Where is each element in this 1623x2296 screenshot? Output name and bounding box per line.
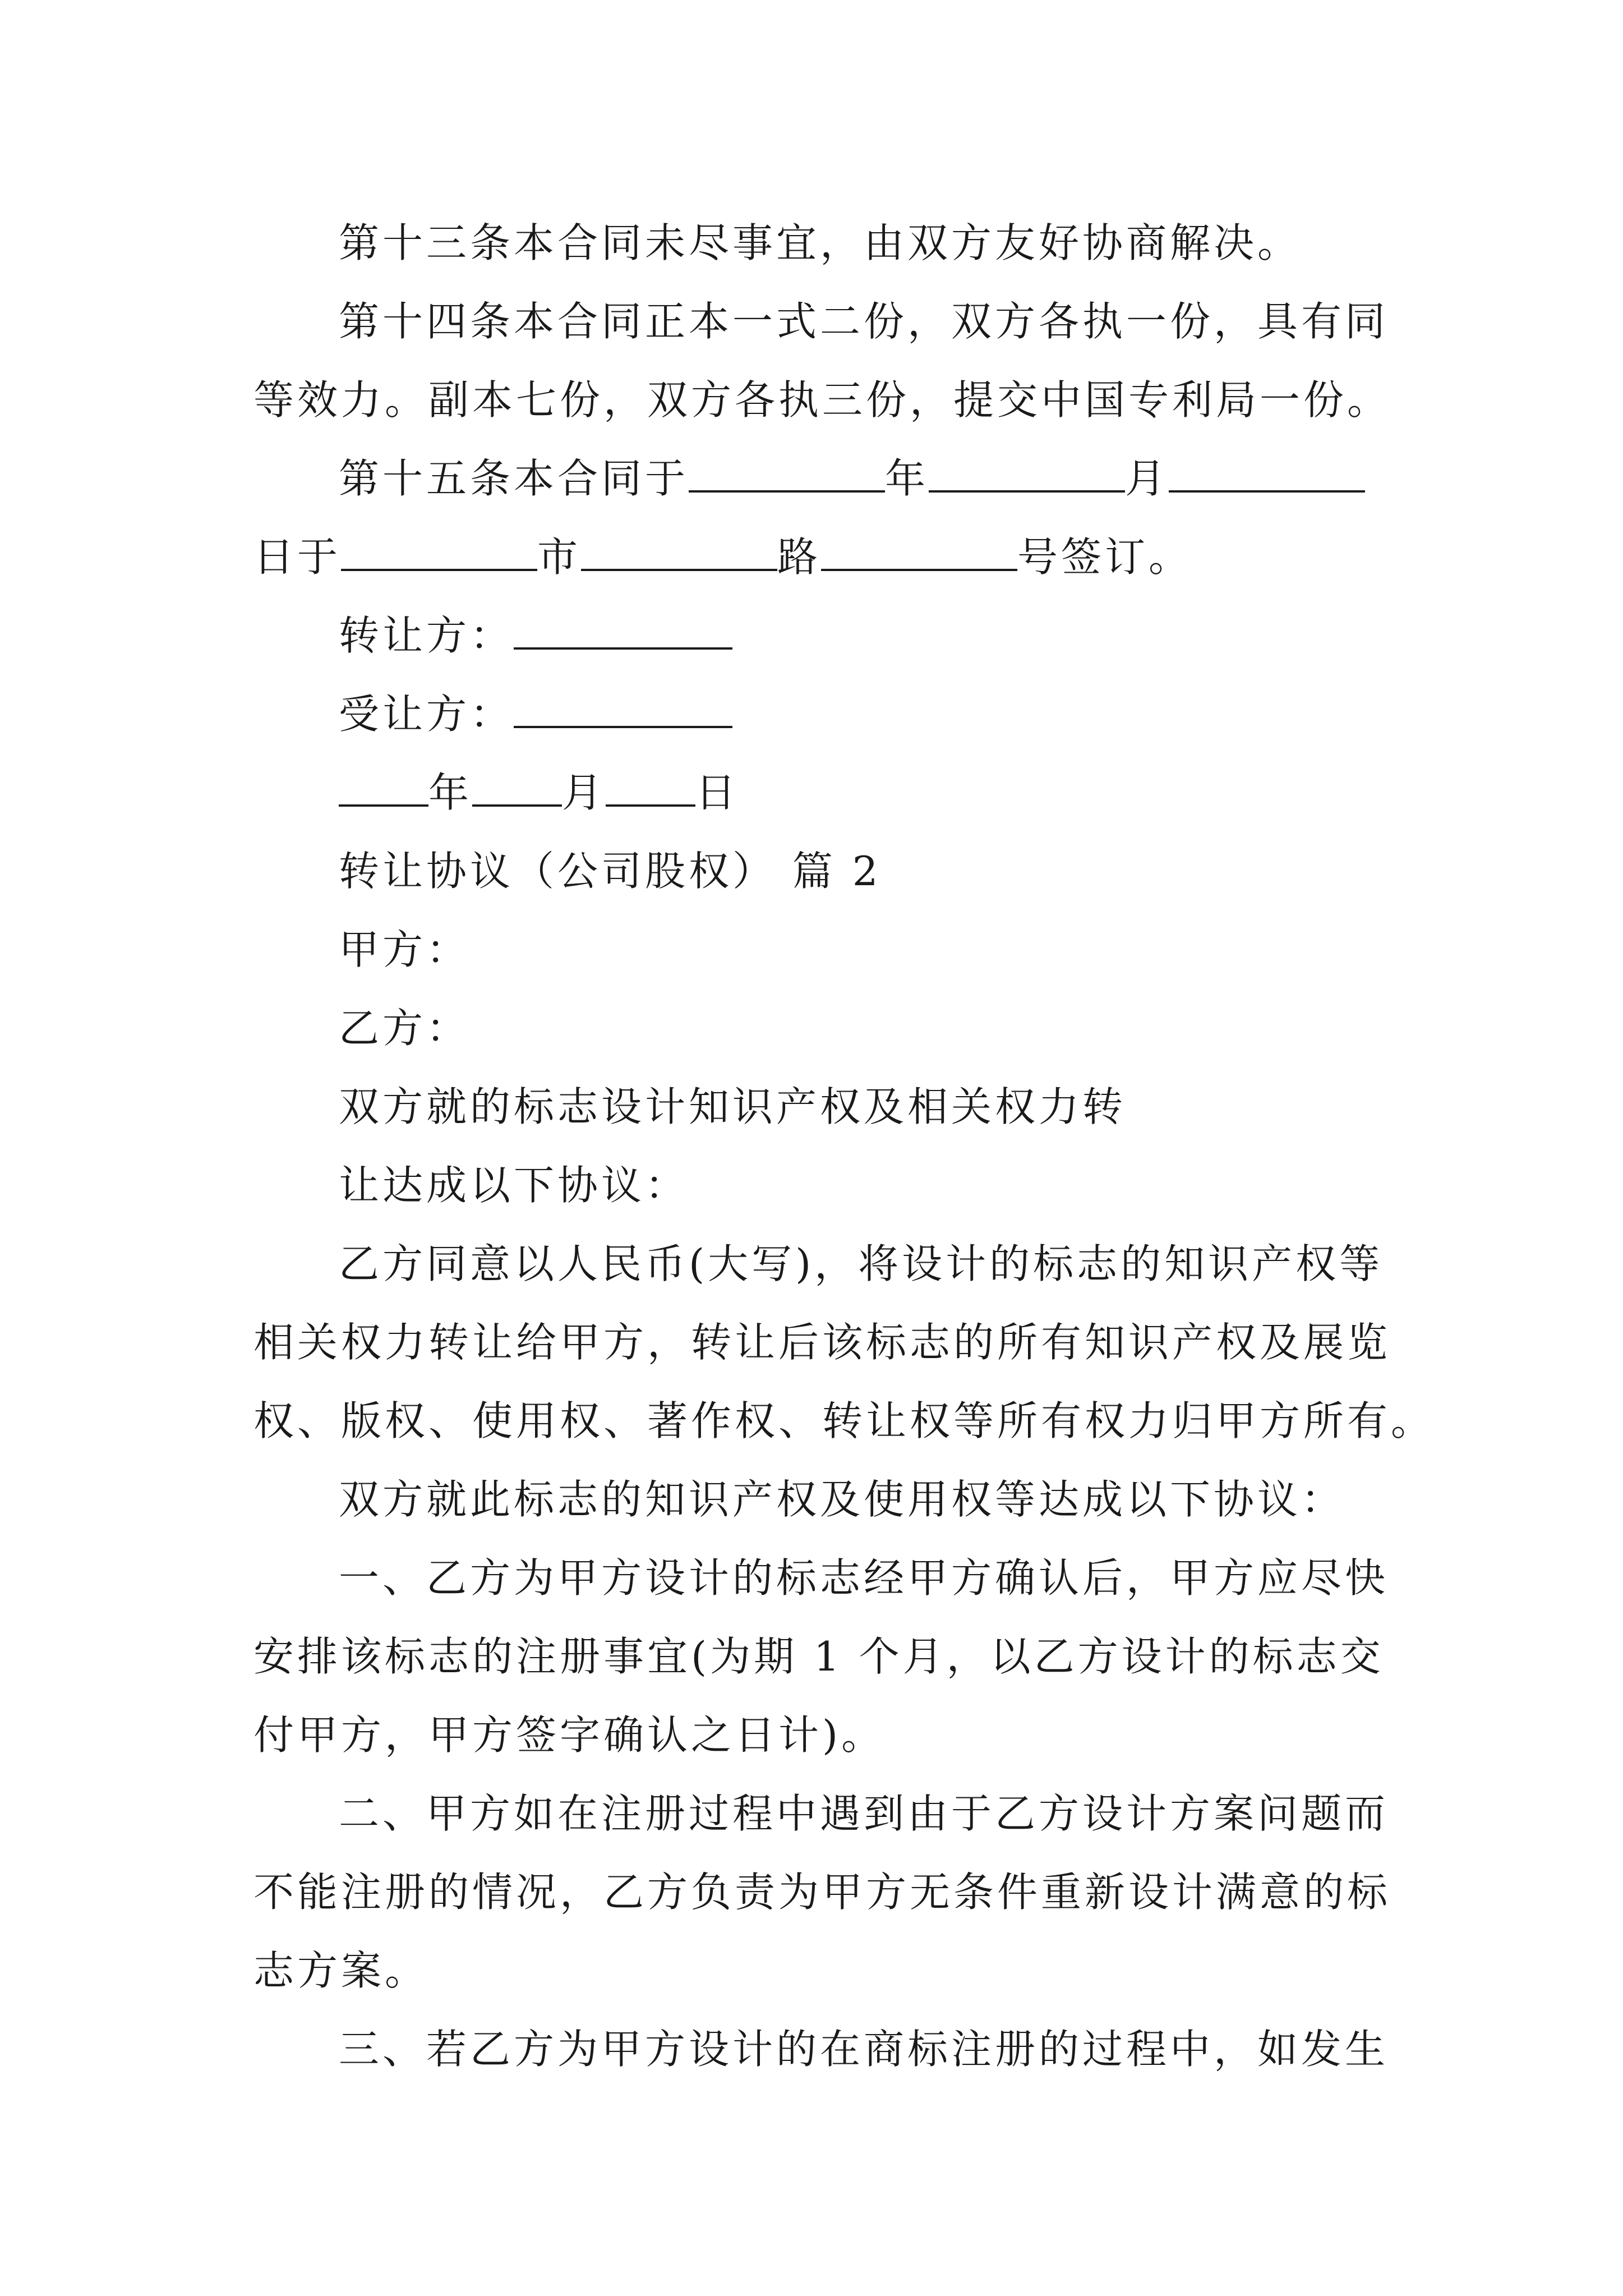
date-month: 月 [562,769,606,816]
date-year: 年 [428,769,473,816]
intro-line-2: 让达成以下协议： [339,1162,689,1209]
para-1-line-2: 相关权力转让给甲方，转让后该标志的所有知识产权及展览 [253,1319,1391,1366]
clause-15-text: 第十五条本合同于 [339,455,689,502]
para-2: 双方就此标志的知识产权及使用权等达成以下协议： [339,1476,1345,1523]
clause-15-road: 路 [777,533,822,581]
clause-14-line-2: 等效力。副本七份，双方各执三份，提交中国专利局一份。 [253,376,1391,424]
date-year-blank [339,769,428,807]
date-month-blank [472,769,562,807]
party-b: 乙方： [339,1005,471,1052]
para-1-line-1: 乙方同意以人民币(大写)，将设计的标志的知识产权等 [339,1240,1384,1287]
clause-15-line-1 [253,452,1386,505]
date-line [253,766,1386,820]
clause-15-day: 日于 [253,533,342,581]
date-day-blank [606,769,695,807]
clause-15-city: 市 [537,533,582,581]
item-1-line-1: 一、乙方为甲方设计的标志经甲方确认后，甲方应尽快 [339,1554,1389,1602]
party-a: 甲方： [339,926,471,973]
day-blank [1169,454,1365,493]
clause-15-month: 月 [1125,455,1169,502]
transferor-line [253,609,1386,662]
date-day: 日 [695,769,740,816]
transferee-blank [514,690,732,728]
item-3-line-1: 三、若乙方为甲方设计的在商标注册的过程中，如发生 [339,2026,1389,2073]
item-2-line-1: 二、甲方如在注册过程中遇到由于乙方设计方案问题而 [339,1790,1389,1837]
para-1-line-3: 权、版权、使用权、著作权、转让权等所有权力归甲方所有。 [253,1397,1435,1444]
item-2-line-3: 志方案。 [253,1947,429,1994]
year-blank [689,454,885,493]
clause-15-line-2 [253,530,1386,584]
clause-15-number: 号签订。 [1017,533,1193,581]
transferor-blank [514,611,732,650]
city-blank [341,533,537,571]
item-1-line-3: 付甲方，甲方签字确认之日计)。 [253,1711,886,1759]
intro-line-1: 双方就的标志设计知识产权及相关权力转 [339,1083,1127,1130]
clause-15-year: 年 [885,455,929,502]
item-1-line-2: 安排该标志的注册事宜(为期 1 个月，以乙方设计的标志交 [253,1633,1384,1680]
transferor-label: 转让方： [339,612,514,659]
transferee-line [253,687,1386,741]
clause-14-line-1: 第十四条本合同正本一式二份，双方各执一份，具有同 [339,298,1389,345]
number-blank [821,533,1017,571]
item-2-line-2: 不能注册的情况，乙方负责为甲方无条件重新设计满意的标 [253,1869,1391,1916]
clause-13: 第十三条本合同未尽事宜，由双方友好协商解决。 [339,219,1302,266]
section-title: 转让协议（公司股权） 篇 2 [339,848,882,895]
month-blank [929,454,1125,493]
road-blank [581,533,777,571]
transferee-label: 受让方： [339,691,514,738]
